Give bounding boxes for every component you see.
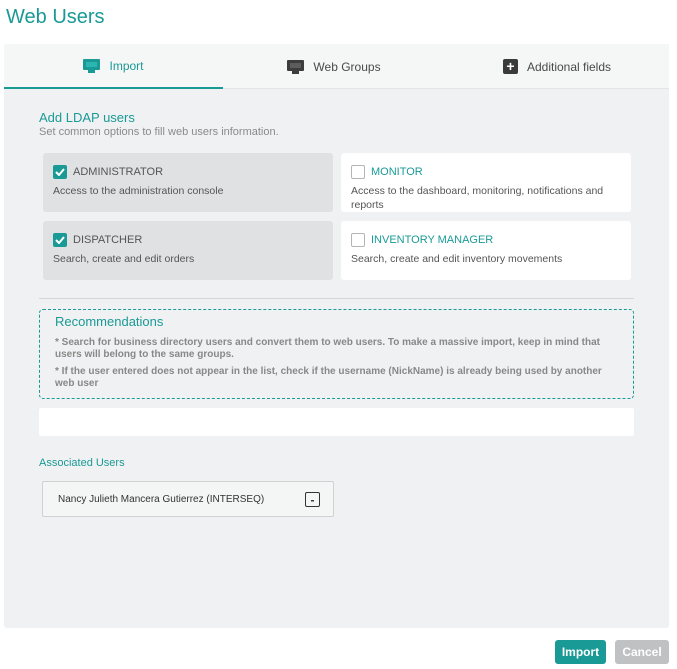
tab-import[interactable] (4, 44, 223, 89)
monitor-icon (83, 59, 100, 73)
tab-additional-fields[interactable] (445, 44, 669, 89)
tab-web-groups-label: Web Groups (313, 59, 381, 74)
role-description: Access to the dashboard, monitoring, notifications and reports (351, 185, 604, 211)
plus-square-icon: + (503, 59, 518, 74)
role-card-dispatcher[interactable] (43, 221, 333, 280)
import-button[interactable]: Import (555, 640, 606, 664)
associated-users-title: Associated Users (39, 457, 125, 469)
recommendations-box (39, 309, 634, 399)
role-description: Search, create and edit inventory movements (351, 253, 563, 265)
role-card-administrator[interactable] (43, 153, 333, 212)
divider (39, 298, 634, 299)
role-card-inventory-manager[interactable] (341, 221, 631, 280)
role-name: MONITOR (371, 166, 423, 178)
remove-user-button[interactable]: - (305, 492, 320, 507)
page-title: Web Users (6, 6, 105, 28)
associated-user-name: Nancy Julieth Mancera Gutierrez (INTERSEQ) (58, 493, 265, 505)
role-name: DISPATCHER (73, 234, 143, 246)
role-card-monitor[interactable] (341, 153, 631, 212)
user-search-input[interactable] (39, 408, 634, 436)
tab-bar (4, 44, 669, 89)
role-description: Access to the administration console (53, 185, 224, 197)
recommendation-item: * Search for business directory users and convert them to web users. To make a massive import, keep in mind that users will belong to the same groups. (55, 337, 600, 360)
recommendation-item: * If the user entered does not appear in the list, check if the username (NickName) is already being used by another web user (55, 366, 602, 389)
recommendations-title: Recommendations (55, 314, 164, 329)
section-title: Add LDAP users (39, 110, 135, 125)
checkbox-checked-icon[interactable] (53, 165, 67, 179)
section-subtitle: Set common options to fill web users information. (39, 126, 279, 138)
associated-user-item (42, 481, 334, 517)
cancel-button[interactable]: Cancel (615, 640, 669, 664)
checkbox-unchecked-icon[interactable] (351, 165, 365, 179)
role-name: ADMINISTRATOR (73, 166, 164, 178)
tab-import-label: Import (109, 58, 144, 73)
role-name: INVENTORY MANAGER (371, 234, 494, 246)
role-description: Search, create and edit orders (53, 253, 195, 265)
monitor-icon (287, 60, 304, 74)
tab-additional-fields-label: Additional fields (526, 59, 612, 74)
main-panel (4, 44, 669, 628)
tab-web-groups[interactable] (223, 44, 445, 89)
checkbox-unchecked-icon[interactable] (351, 233, 365, 247)
checkbox-checked-icon[interactable] (53, 233, 67, 247)
